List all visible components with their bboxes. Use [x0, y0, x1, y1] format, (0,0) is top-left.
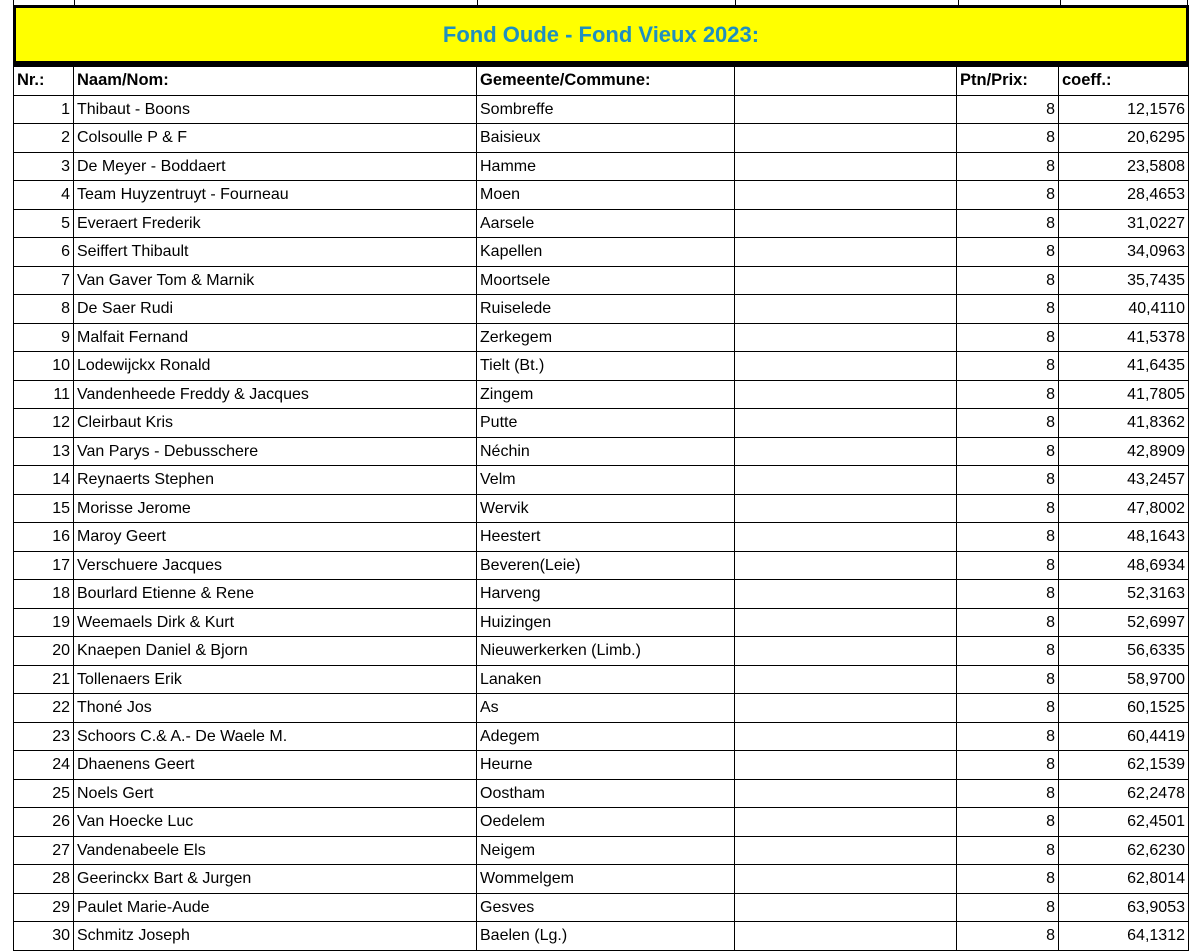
cell-nr: 14	[14, 466, 74, 495]
cell-commune: Néchin	[477, 437, 735, 466]
cell-points: 8	[957, 295, 1059, 324]
cell-points: 8	[957, 551, 1059, 580]
cell-nr: 23	[14, 722, 74, 751]
cell-name: Vandenheede Freddy & Jacques	[74, 380, 477, 409]
cell-name: Malfait Fernand	[74, 323, 477, 352]
cell-commune: As	[477, 694, 735, 723]
table-row	[14, 437, 1189, 466]
table-row	[14, 352, 1189, 381]
cell-points: 8	[957, 124, 1059, 153]
cell-commune: Wommelgem	[477, 865, 735, 894]
cell-blank	[735, 295, 957, 324]
cell-blank	[735, 323, 957, 352]
cell-nr: 12	[14, 409, 74, 438]
cell-coeff: 41,5378	[1059, 323, 1189, 352]
cell-name: Reynaerts Stephen	[74, 466, 477, 495]
cell-points: 8	[957, 836, 1059, 865]
cell-name: Van Hoecke Luc	[74, 808, 477, 837]
table-row	[14, 637, 1189, 666]
cell-points: 8	[957, 323, 1059, 352]
cell-blank	[735, 580, 957, 609]
cell-points: 8	[957, 865, 1059, 894]
cell-coeff: 28,4653	[1059, 181, 1189, 210]
cell-name: Thibaut - Boons	[74, 95, 477, 124]
table-title-text: Fond Oude - Fond Vieux 2023:	[442, 21, 760, 47]
cell-commune: Putte	[477, 409, 735, 438]
cell-coeff: 41,6435	[1059, 352, 1189, 381]
cell-points: 8	[957, 238, 1059, 267]
cell-coeff: 20,6295	[1059, 124, 1189, 153]
cell-name: Bourlard Etienne & Rene	[74, 580, 477, 609]
cell-coeff: 42,8909	[1059, 437, 1189, 466]
cell-blank	[735, 722, 957, 751]
cell-points: 8	[957, 209, 1059, 238]
cell-points: 8	[957, 779, 1059, 808]
header-blank	[735, 66, 957, 96]
cell-blank	[735, 352, 957, 381]
cell-points: 8	[957, 152, 1059, 181]
cell-coeff: 23,5808	[1059, 152, 1189, 181]
cell-commune: Adegem	[477, 722, 735, 751]
cell-coeff: 62,4501	[1059, 808, 1189, 837]
cell-nr: 19	[14, 608, 74, 637]
cell-nr: 30	[14, 922, 74, 951]
cell-coeff: 12,1576	[1059, 95, 1189, 124]
table-row	[14, 152, 1189, 181]
table-row	[14, 922, 1189, 951]
cell-commune: Kapellen	[477, 238, 735, 267]
table-header-row	[14, 66, 1189, 96]
table-row	[14, 409, 1189, 438]
table-row	[14, 238, 1189, 267]
cell-blank	[735, 152, 957, 181]
cell-blank	[735, 779, 957, 808]
table-row	[14, 494, 1189, 523]
cell-nr: 16	[14, 523, 74, 552]
cell-coeff: 63,9053	[1059, 893, 1189, 922]
cell-commune: Moortsele	[477, 266, 735, 295]
cell-commune: Ruiselede	[477, 295, 735, 324]
cell-name: Thoné Jos	[74, 694, 477, 723]
cell-nr: 20	[14, 637, 74, 666]
table-title	[13, 5, 1189, 64]
cell-coeff: 56,6335	[1059, 637, 1189, 666]
cell-commune: Harveng	[477, 580, 735, 609]
cell-name: Schmitz Joseph	[74, 922, 477, 951]
table-row	[14, 266, 1189, 295]
cell-name: De Meyer - Boddaert	[74, 152, 477, 181]
table-row	[14, 694, 1189, 723]
cell-blank	[735, 922, 957, 951]
cell-points: 8	[957, 808, 1059, 837]
cell-nr: 25	[14, 779, 74, 808]
cell-commune: Wervik	[477, 494, 735, 523]
cell-commune: Zingem	[477, 380, 735, 409]
cell-coeff: 64,1312	[1059, 922, 1189, 951]
cell-blank	[735, 209, 957, 238]
cell-coeff: 60,1525	[1059, 694, 1189, 723]
cell-coeff: 41,7805	[1059, 380, 1189, 409]
cell-coeff: 47,8002	[1059, 494, 1189, 523]
cell-coeff: 48,1643	[1059, 523, 1189, 552]
cell-name: Dhaenens Geert	[74, 751, 477, 780]
table-row	[14, 551, 1189, 580]
table-row	[14, 865, 1189, 894]
cell-blank	[735, 694, 957, 723]
cell-blank	[735, 893, 957, 922]
cell-commune: Heurne	[477, 751, 735, 780]
cell-points: 8	[957, 409, 1059, 438]
cell-blank	[735, 808, 957, 837]
cell-points: 8	[957, 523, 1059, 552]
cell-commune: Zerkegem	[477, 323, 735, 352]
cell-name: Van Parys - Debusschere	[74, 437, 477, 466]
cell-coeff: 62,2478	[1059, 779, 1189, 808]
cell-coeff: 48,6934	[1059, 551, 1189, 580]
table-row	[14, 580, 1189, 609]
cell-coeff: 52,3163	[1059, 580, 1189, 609]
cell-blank	[735, 466, 957, 495]
table-row	[14, 466, 1189, 495]
header-name: Naam/Nom:	[74, 66, 477, 96]
table-row	[14, 751, 1189, 780]
cell-name: Geerinckx Bart & Jurgen	[74, 865, 477, 894]
cell-points: 8	[957, 893, 1059, 922]
cell-commune: Baisieux	[477, 124, 735, 153]
cell-commune: Tielt (Bt.)	[477, 352, 735, 381]
cell-nr: 15	[14, 494, 74, 523]
table-row	[14, 608, 1189, 637]
cell-nr: 24	[14, 751, 74, 780]
cell-blank	[735, 608, 957, 637]
cell-blank	[735, 751, 957, 780]
header-commune: Gemeente/Commune:	[477, 66, 735, 96]
cell-points: 8	[957, 437, 1059, 466]
cell-name: Verschuere Jacques	[74, 551, 477, 580]
cell-blank	[735, 637, 957, 666]
cell-coeff: 58,9700	[1059, 665, 1189, 694]
cell-name: Vandenabeele Els	[74, 836, 477, 865]
cell-points: 8	[957, 95, 1059, 124]
cell-commune: Baelen (Lg.)	[477, 922, 735, 951]
cell-name: Team Huyzentruyt - Fourneau	[74, 181, 477, 210]
cell-nr: 18	[14, 580, 74, 609]
cell-blank	[735, 95, 957, 124]
cell-nr: 21	[14, 665, 74, 694]
cell-coeff: 34,0963	[1059, 238, 1189, 267]
cell-name: Tollenaers Erik	[74, 665, 477, 694]
cell-coeff: 62,6230	[1059, 836, 1189, 865]
table-row	[14, 323, 1189, 352]
cell-blank	[735, 238, 957, 267]
cell-name: Morisse Jerome	[74, 494, 477, 523]
cell-commune: Moen	[477, 181, 735, 210]
cell-blank	[735, 551, 957, 580]
cell-name: Knaepen Daniel & Bjorn	[74, 637, 477, 666]
cell-nr: 8	[14, 295, 74, 324]
cell-blank	[735, 836, 957, 865]
cell-nr: 9	[14, 323, 74, 352]
cell-points: 8	[957, 494, 1059, 523]
cell-nr: 4	[14, 181, 74, 210]
cell-nr: 13	[14, 437, 74, 466]
cell-commune: Oedelem	[477, 808, 735, 837]
cell-nr: 27	[14, 836, 74, 865]
cell-nr: 6	[14, 238, 74, 267]
cell-commune: Sombreffe	[477, 95, 735, 124]
table-row	[14, 95, 1189, 124]
cell-blank	[735, 380, 957, 409]
cell-points: 8	[957, 665, 1059, 694]
table-row	[14, 181, 1189, 210]
cell-commune: Heestert	[477, 523, 735, 552]
cell-commune: Lanaken	[477, 665, 735, 694]
cell-points: 8	[957, 637, 1059, 666]
cell-blank	[735, 665, 957, 694]
cell-name: Everaert Frederik	[74, 209, 477, 238]
cell-coeff: 60,4419	[1059, 722, 1189, 751]
cell-nr: 10	[14, 352, 74, 381]
cell-nr: 28	[14, 865, 74, 894]
cell-blank	[735, 266, 957, 295]
table-row	[14, 665, 1189, 694]
table-row	[14, 808, 1189, 837]
cell-nr: 3	[14, 152, 74, 181]
cell-blank	[735, 409, 957, 438]
cell-name: Maroy Geert	[74, 523, 477, 552]
table-row	[14, 295, 1189, 324]
cell-name: Cleirbaut Kris	[74, 409, 477, 438]
table-row	[14, 209, 1189, 238]
cell-name: Paulet Marie-Aude	[74, 893, 477, 922]
cell-nr: 1	[14, 95, 74, 124]
table-row	[14, 124, 1189, 153]
cell-name: Seiffert Thibault	[74, 238, 477, 267]
cell-nr: 11	[14, 380, 74, 409]
cell-name: Colsoulle P & F	[74, 124, 477, 153]
cell-commune: Gesves	[477, 893, 735, 922]
cell-points: 8	[957, 608, 1059, 637]
cell-nr: 26	[14, 808, 74, 837]
cell-name: De Saer Rudi	[74, 295, 477, 324]
cell-name: Weemaels Dirk & Kurt	[74, 608, 477, 637]
cell-name: Lodewijckx Ronald	[74, 352, 477, 381]
cell-commune: Oostham	[477, 779, 735, 808]
header-coeff: coeff.:	[1059, 66, 1189, 96]
cell-name: Schoors C.& A.- De Waele M.	[74, 722, 477, 751]
cell-nr: 7	[14, 266, 74, 295]
cell-coeff: 43,2457	[1059, 466, 1189, 495]
cell-points: 8	[957, 352, 1059, 381]
cell-commune: Nieuwerkerken (Limb.)	[477, 637, 735, 666]
results-table	[13, 64, 1189, 951]
cell-points: 8	[957, 922, 1059, 951]
cell-commune: Huizingen	[477, 608, 735, 637]
cell-points: 8	[957, 466, 1059, 495]
cell-commune: Aarsele	[477, 209, 735, 238]
cell-points: 8	[957, 751, 1059, 780]
cell-blank	[735, 124, 957, 153]
cell-name: Van Gaver Tom & Marnik	[74, 266, 477, 295]
cell-coeff: 62,8014	[1059, 865, 1189, 894]
cell-points: 8	[957, 694, 1059, 723]
cell-coeff: 52,6997	[1059, 608, 1189, 637]
cell-commune: Neigem	[477, 836, 735, 865]
cell-nr: 29	[14, 893, 74, 922]
header-points: Ptn/Prix:	[957, 66, 1059, 96]
table-row	[14, 893, 1189, 922]
table-row	[14, 779, 1189, 808]
cell-blank	[735, 494, 957, 523]
cell-coeff: 62,1539	[1059, 751, 1189, 780]
cell-blank	[735, 181, 957, 210]
cell-commune: Beveren(Leie)	[477, 551, 735, 580]
cell-points: 8	[957, 266, 1059, 295]
cell-coeff: 31,0227	[1059, 209, 1189, 238]
cell-nr: 17	[14, 551, 74, 580]
cell-coeff: 41,8362	[1059, 409, 1189, 438]
cell-points: 8	[957, 722, 1059, 751]
cell-points: 8	[957, 181, 1059, 210]
cell-blank	[735, 865, 957, 894]
cell-nr: 5	[14, 209, 74, 238]
cell-blank	[735, 437, 957, 466]
table-row	[14, 722, 1189, 751]
table-row	[14, 380, 1189, 409]
cell-nr: 22	[14, 694, 74, 723]
cell-name: Noels Gert	[74, 779, 477, 808]
cell-commune: Velm	[477, 466, 735, 495]
table-row	[14, 523, 1189, 552]
cell-points: 8	[957, 580, 1059, 609]
header-nr: Nr.:	[14, 66, 74, 96]
cell-blank	[735, 523, 957, 552]
cell-coeff: 40,4110	[1059, 295, 1189, 324]
cell-nr: 2	[14, 124, 74, 153]
cell-commune: Hamme	[477, 152, 735, 181]
cell-coeff: 35,7435	[1059, 266, 1189, 295]
cell-points: 8	[957, 380, 1059, 409]
table-row	[14, 836, 1189, 865]
